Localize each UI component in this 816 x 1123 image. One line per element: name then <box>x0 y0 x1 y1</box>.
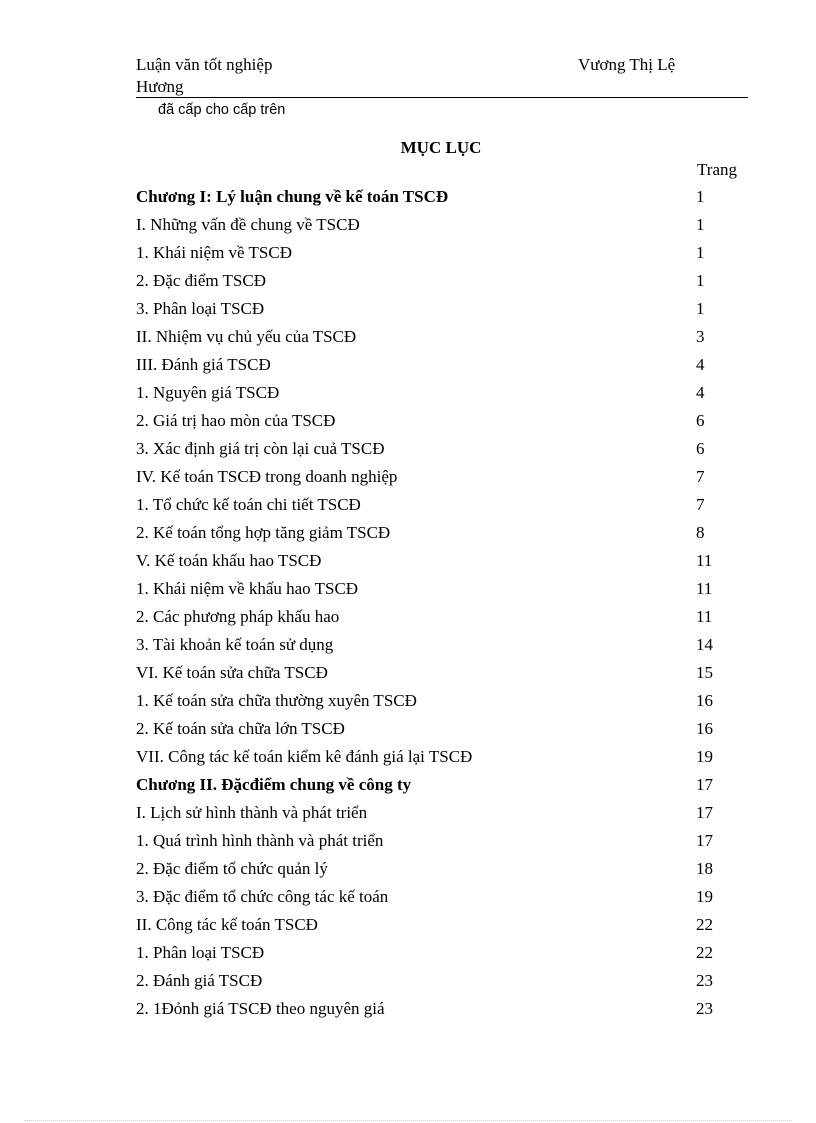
toc-entry <box>136 353 748 381</box>
toc-entry <box>136 661 748 689</box>
table-of-contents <box>136 185 748 1025</box>
toc-entry <box>136 997 748 1025</box>
toc-entry-title: 2. Kế toán tổng hợp tăng giảm TSCĐ <box>136 523 391 542</box>
toc-entry-title: VII. Công tác kế toán kiểm kê đánh giá lại TSCĐ <box>136 747 473 766</box>
toc-entry-title: 2. Giá trị hao mòn của TSCĐ <box>136 411 336 430</box>
toc-entry-title: IV. Kế toán TSCĐ trong doanh nghiệp <box>136 467 398 486</box>
toc-entry-title: 1. Nguyên giá TSCĐ <box>136 383 280 402</box>
toc-entry-page: 17 <box>696 831 713 850</box>
toc-entry-title: I. Những vấn đề chung về TSCĐ <box>136 215 360 234</box>
toc-entry-page: 22 <box>696 943 713 962</box>
toc-entry-page: 6 <box>696 439 705 458</box>
toc-entry-title: 1. Kế toán sửa chữa thường xuyên TSCĐ <box>136 691 417 710</box>
toc-entry-page: 16 <box>696 691 713 710</box>
toc-entry-page: 1 <box>696 243 705 262</box>
toc-entry-title: 1. Tổ chức kế toán chi tiết TSCĐ <box>136 495 361 514</box>
toc-entry-page: 14 <box>696 635 713 654</box>
toc-title: MỤC LỤC <box>400 138 482 157</box>
toc-entry-title: 3. Xác định giá trị còn lại cuả TSCĐ <box>136 439 385 458</box>
toc-entry <box>136 717 748 745</box>
toc-entry-title: Chương I: Lý luận chung về kế toán TSCĐ <box>136 187 449 206</box>
toc-entry <box>136 773 748 801</box>
toc-entry <box>136 325 748 353</box>
toc-entry <box>136 269 748 297</box>
toc-entry-title: 2. Đánh giá TSCĐ <box>136 971 263 990</box>
toc-entry-page: 19 <box>696 747 713 766</box>
toc-entry-title: VI. Kế toán sửa chữa TSCĐ <box>136 663 328 682</box>
toc-entry <box>136 829 748 857</box>
toc-entry <box>136 465 748 493</box>
toc-entry-page: 1 <box>696 215 705 234</box>
toc-entry <box>136 633 748 661</box>
toc-entry-page: 18 <box>696 859 713 878</box>
toc-entry <box>136 913 748 941</box>
carryover-note: đã cấp cho cấp trên <box>158 102 286 118</box>
toc-entry-page: 8 <box>696 523 705 542</box>
header-divider <box>136 97 748 98</box>
toc-entry-title: II. Nhiệm vụ chủ yếu của TSCĐ <box>136 327 357 346</box>
toc-entry-title: 3. Đặc điểm tổ chức công tác kế toán <box>136 887 389 906</box>
toc-entry <box>136 549 748 577</box>
toc-entry <box>136 521 748 549</box>
toc-entry-title: V. Kế toán khấu hao TSCĐ <box>136 551 322 570</box>
toc-entry <box>136 885 748 913</box>
toc-entry-title: 3. Tài khoản kế toán sử dụng <box>136 635 334 654</box>
toc-entry-title: Chương II. Đặcđiểm chung về công ty <box>136 775 412 794</box>
toc-entry <box>136 857 748 885</box>
toc-entry <box>136 689 748 717</box>
toc-entry-title: 1. Khái niệm về TSCĐ <box>136 243 292 262</box>
toc-entry <box>136 493 748 521</box>
toc-page-column-label: Trang <box>697 160 737 179</box>
toc-entry <box>136 801 748 829</box>
toc-entry-page: 1 <box>696 271 705 290</box>
toc-entry-page: 23 <box>696 999 713 1018</box>
toc-entry <box>136 213 748 241</box>
toc-entry-page: 19 <box>696 887 713 906</box>
toc-entry-page: 11 <box>696 607 713 626</box>
toc-entry <box>136 969 748 997</box>
toc-entry-page: 4 <box>696 355 705 374</box>
page-bottom-border <box>24 1120 792 1121</box>
toc-entry-title: 2. Các phương pháp khấu hao <box>136 607 340 626</box>
toc-entry-title: 2. Đặc điểm tổ chức quản lý <box>136 859 328 878</box>
toc-entry-title: 2. Đặc điểm TSCĐ <box>136 271 267 290</box>
header-thesis-label: Luận văn tốt nghiệp <box>136 55 273 74</box>
toc-entry-title: 3. Phân loại TSCĐ <box>136 299 265 318</box>
header-name-continuation: Hương <box>136 77 184 96</box>
header-author: Vương Thị Lệ <box>578 55 676 74</box>
toc-entry-page: 1 <box>696 299 705 318</box>
toc-entry-title: II. Công tác kế toán TSCĐ <box>136 915 318 934</box>
toc-entry-page: 15 <box>696 663 713 682</box>
toc-entry-title: 2. 1Đỏnh giá TSCĐ theo nguyên giá <box>136 999 385 1018</box>
toc-entry <box>136 241 748 269</box>
toc-entry-page: 4 <box>696 383 705 402</box>
toc-entry-page: 17 <box>696 775 713 794</box>
toc-entry-page: 7 <box>696 467 705 486</box>
toc-entry-page: 3 <box>696 327 705 346</box>
toc-entry-page: 22 <box>696 915 713 934</box>
toc-entry <box>136 745 748 773</box>
toc-entry <box>136 185 748 213</box>
toc-entry-page: 17 <box>696 803 713 822</box>
toc-entry <box>136 297 748 325</box>
toc-entry <box>136 577 748 605</box>
toc-entry-title: 1. Quá trình hình thành và phát triển <box>136 831 384 850</box>
toc-entry <box>136 941 748 969</box>
toc-entry-title: III. Đánh giá TSCĐ <box>136 355 271 374</box>
toc-entry-title: 1. Khái niệm về khấu hao TSCĐ <box>136 579 359 598</box>
toc-entry-page: 23 <box>696 971 713 990</box>
toc-entry <box>136 605 748 633</box>
toc-entry-page: 1 <box>696 187 705 206</box>
toc-entry <box>136 437 748 465</box>
toc-entry-page: 7 <box>696 495 705 514</box>
toc-entry <box>136 381 748 409</box>
toc-entry-page: 6 <box>696 411 705 430</box>
header-left <box>136 54 272 98</box>
toc-entry-page: 11 <box>696 551 713 570</box>
toc-entry-title: 1. Phân loại TSCĐ <box>136 943 265 962</box>
toc-entry-title: I. Lịch sử hình thành và phát triển <box>136 803 368 822</box>
toc-entry-title: 2. Kế toán sửa chữa lớn TSCĐ <box>136 719 345 738</box>
toc-entry-page: 16 <box>696 719 713 738</box>
toc-entry-page: 11 <box>696 579 713 598</box>
toc-entry <box>136 409 748 437</box>
